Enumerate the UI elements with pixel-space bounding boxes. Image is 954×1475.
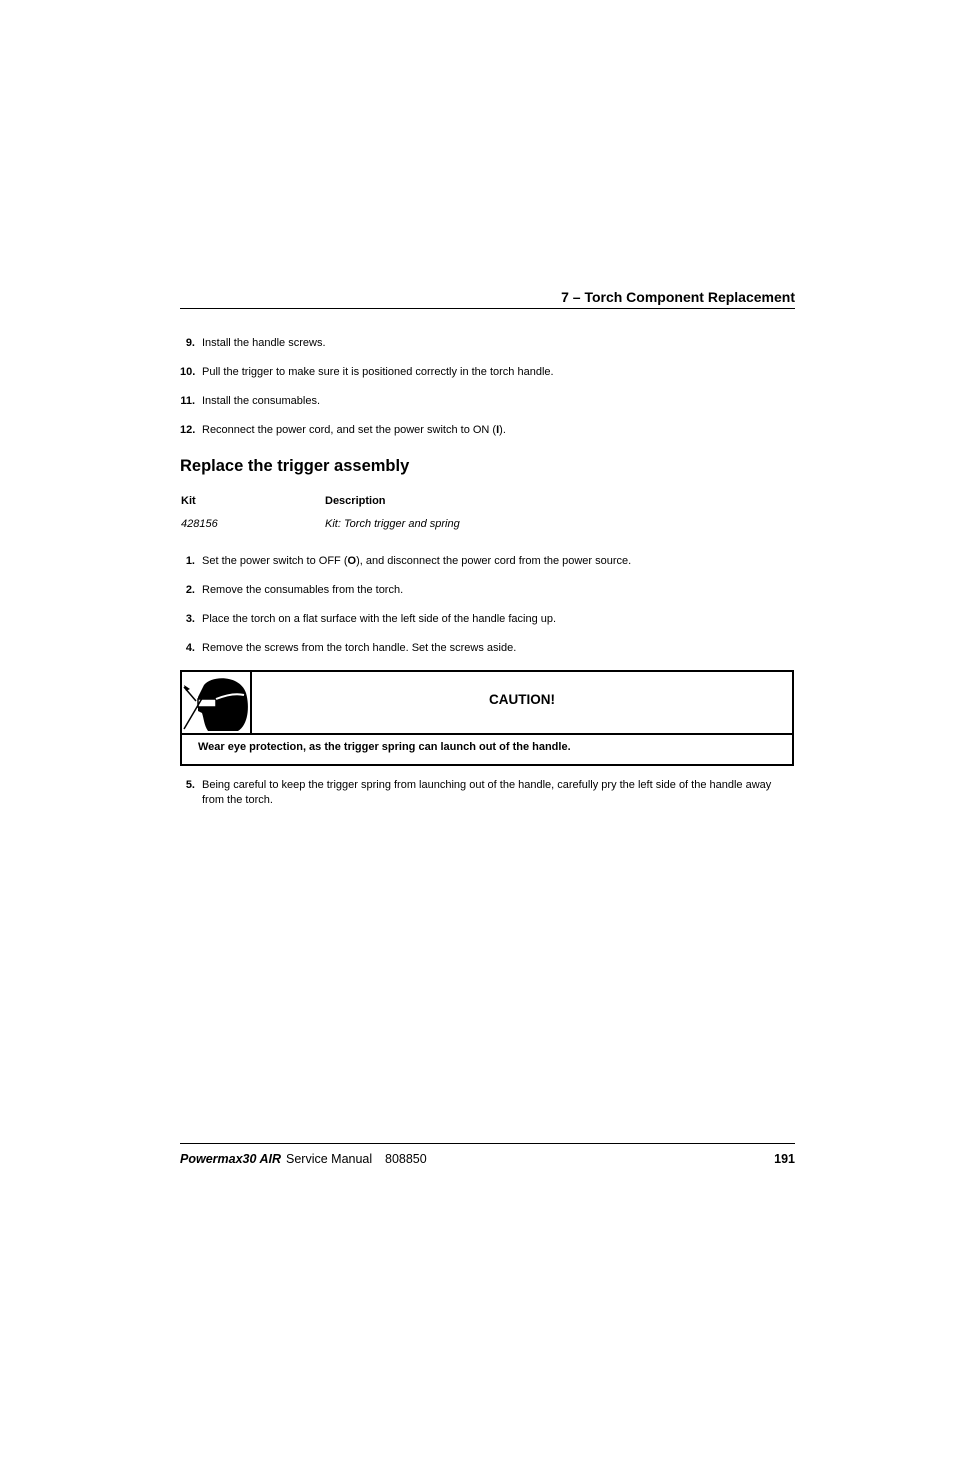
caution-divider	[182, 733, 792, 735]
step-text: Remove the screws from the torch handle. Set the screws aside.	[202, 642, 517, 654]
switch-on-symbol: I	[496, 424, 500, 436]
step-text-part: Set the power switch to OFF (	[202, 555, 348, 567]
column-header-kit: Kit	[181, 495, 196, 507]
header-rule	[180, 308, 795, 309]
footer-rule	[180, 1143, 795, 1144]
step-number: 1.	[185, 555, 195, 567]
step-number: 5.	[185, 779, 195, 791]
step-text: Install the consumables.	[202, 395, 321, 407]
step-text: Place the torch on a flat surface with the left side of the handle facing up.	[202, 613, 557, 625]
caution-box	[180, 670, 794, 766]
kit-table-header	[180, 495, 795, 515]
step-number: 3.	[185, 613, 195, 625]
part-number: 808850	[385, 1152, 427, 1166]
kit-table	[180, 495, 795, 538]
kit-number: 428156	[181, 518, 218, 530]
step-number: 2.	[185, 584, 195, 596]
step-text-part: ).	[499, 424, 506, 436]
step-number: 9.	[185, 337, 195, 349]
step-text: Remove the consumables from the torch.	[202, 584, 404, 596]
product-name: Powermax30 AIR	[180, 1152, 281, 1166]
table-row	[180, 518, 795, 538]
step-text-part: Reconnect the power cord, and set the power switch to ON (	[202, 424, 497, 436]
step-text: Pull the trigger to make sure it is positioned correctly in the torch handle.	[202, 366, 554, 378]
step-text-part: ), and disconnect the power cord from the power source.	[356, 555, 632, 567]
step-number: 10.	[180, 366, 196, 378]
caution-title: CAUTION!	[489, 692, 555, 707]
step-text: Being careful to keep the trigger spring from launching out of the handle, carefully pry the left side of the handle away from the torch.	[202, 779, 772, 806]
caution-icon-cell	[182, 672, 252, 733]
step-text	[202, 423, 795, 438]
step-number: 4.	[185, 642, 195, 654]
step-text	[202, 554, 795, 569]
step-number: 12.	[180, 424, 196, 436]
step-number: 11.	[180, 395, 195, 407]
caution-text: Wear eye protection, as the trigger spring can launch out of the handle.	[198, 741, 571, 753]
footer-product	[180, 1152, 281, 1166]
column-header-description: Description	[325, 495, 386, 507]
section-title: Replace the trigger assembly	[180, 457, 410, 475]
page-number: 191	[774, 1152, 795, 1166]
switch-off-symbol: O	[347, 555, 357, 567]
kit-description: Kit: Torch trigger and spring	[325, 518, 460, 530]
eye-protection-icon	[182, 673, 250, 733]
chapter-header: 7 – Torch Component Replacement	[561, 289, 795, 305]
step-text: Install the handle screws.	[202, 337, 326, 349]
manual-title: Service Manual	[286, 1152, 373, 1166]
